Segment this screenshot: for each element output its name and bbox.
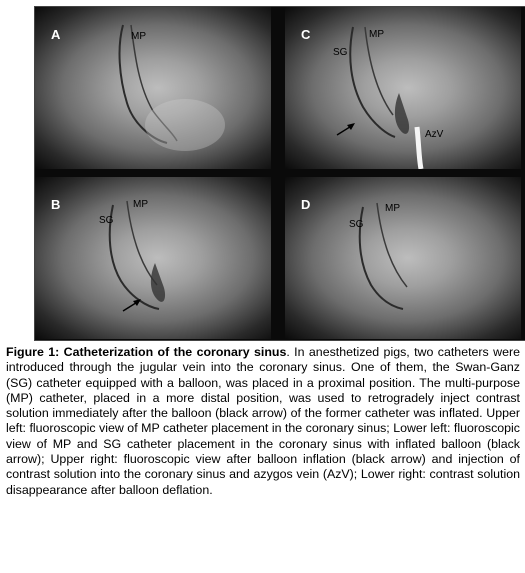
mp-label: MP	[131, 31, 146, 42]
panel-b-image	[35, 177, 271, 339]
panel-c	[285, 7, 521, 169]
panel-a-letter: A	[51, 27, 61, 42]
figure-caption	[6, 345, 520, 498]
panel-d-image	[285, 177, 521, 339]
panel-a-image	[35, 7, 271, 169]
mp-label: MP	[133, 199, 148, 210]
panel-c-letter: C	[301, 27, 311, 42]
mp-label: MP	[369, 29, 384, 40]
panel-d	[285, 177, 521, 339]
sg-label: SG	[349, 219, 364, 230]
panel-c-image	[285, 7, 521, 169]
panel-b	[35, 177, 271, 339]
panel-d-letter: D	[301, 197, 311, 212]
azv-label: AzV	[425, 129, 444, 140]
panel-a	[35, 7, 271, 169]
fluoroscopy-figure	[34, 6, 525, 341]
caption-heading: Figure 1: Catheterization of the coronary sinus	[6, 345, 287, 359]
mp-label: MP	[385, 203, 400, 214]
sg-label: SG	[99, 215, 114, 226]
sg-label: SG	[333, 47, 348, 58]
caption-body: . In anesthetized pigs, two catheters were introduced through the jugular vein into the coronary sinus. One of them, the Swan-Ganz (SG) catheter equipped with a balloon, was placed in a proximal position. The multi-purpose (MP) catheter, placed in a more distal position, was used to retrogradely inject contrast solution immediately after the balloon (black arrow) of the former catheter was inflated. Upper left: fluoroscopic view of MP catheter placement in the coronary sinus; Lower left: fluoroscopic view of MP and SG catheter placement in the coronary sinus with inflated balloon (black arrow); Upper right: fluoroscopic view after balloon inflation (black arrow) and injection of contrast solution into the coronary sinus and azygos vein (AzV); Lower right: contrast solution disappearance after balloon deflation.	[6, 345, 520, 497]
panel-b-letter: B	[51, 197, 61, 212]
